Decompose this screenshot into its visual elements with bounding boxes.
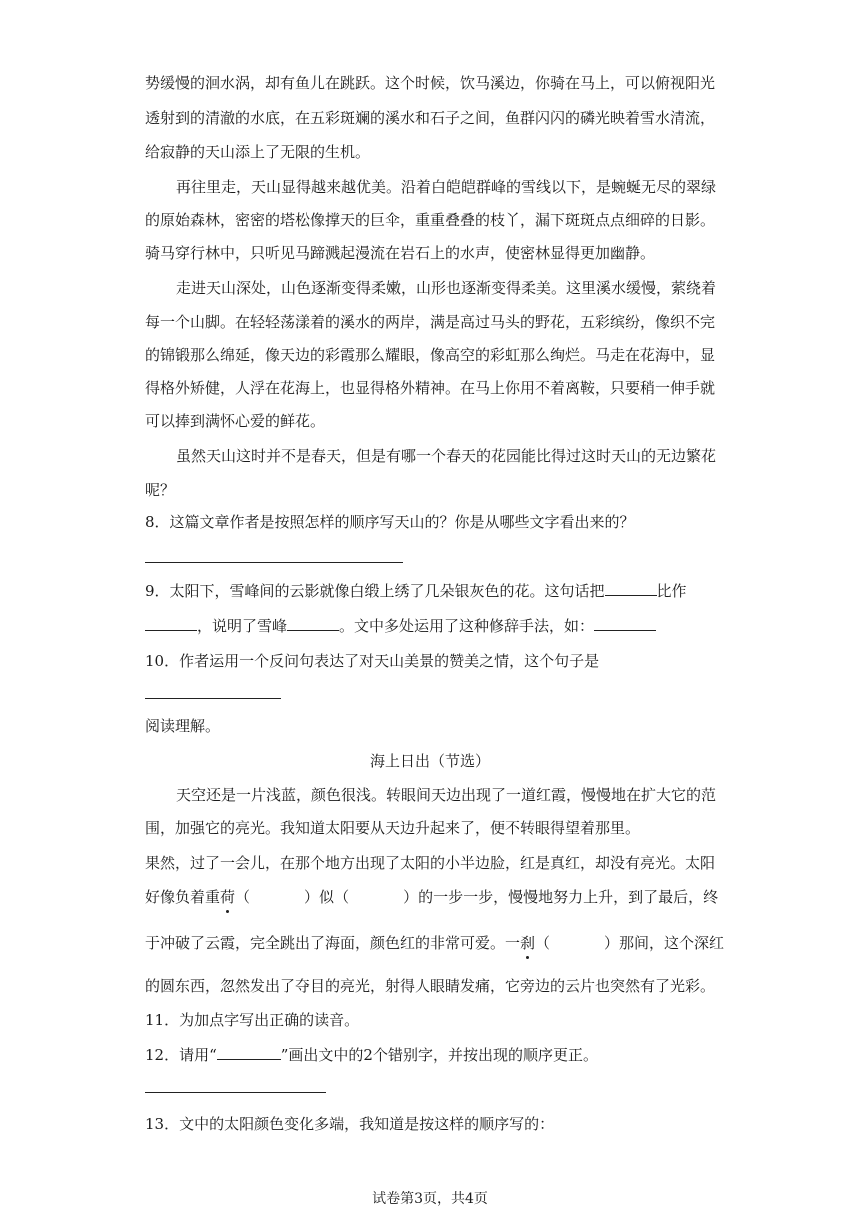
question-9-text: 9．太阳下，雪峰间的云影就像白缎上绣了几朵银灰色的花。这句话把 bbox=[145, 582, 605, 600]
question-9-cont bbox=[145, 616, 656, 636]
paren-open: （ bbox=[334, 888, 350, 906]
answer-blank[interactable] bbox=[594, 616, 656, 631]
underline-sample bbox=[217, 1045, 281, 1060]
passage1-line: 呢？ bbox=[145, 481, 176, 499]
passage2-text: ）似 bbox=[304, 888, 335, 906]
passage2-line: 天空还是一片浅蓝，颜色很浅。转眼间天边出现了一道红霞，慢慢地在扩大它的范 bbox=[176, 786, 717, 804]
page-footer: 试卷第3页，共4页 bbox=[372, 1191, 488, 1207]
question-9 bbox=[145, 581, 687, 601]
question-9-text: 比作 bbox=[656, 582, 687, 600]
answer-line-q8[interactable] bbox=[145, 562, 403, 563]
passage1-line: 再往里走，天山显得越来越优美。沿着白皑皑群峰的雪线以下，是蜿蜒无尽的翠绿 bbox=[176, 178, 717, 196]
passage2-text: 好像负着重 bbox=[145, 888, 221, 906]
question-8: 8．这篇文章作者是按照怎样的顺序写天山的？你是从哪些文字看出来的？ bbox=[145, 513, 635, 531]
dotted-char: 刹 bbox=[520, 934, 536, 952]
passage2-title: 海上日出（节选） bbox=[369, 752, 490, 770]
paren-open: （ bbox=[535, 934, 551, 952]
passage2-text: ）的一步一步，慢慢地努力上升，到了最后，终 bbox=[403, 888, 719, 906]
passage2-line bbox=[145, 887, 718, 907]
question-12-text: 12．请用“ bbox=[145, 1046, 217, 1064]
passage2-line: 的圆东西，忽然发出了夺目的亮光，射得人眼睛发痛，它旁边的云片也突然有了光彩。 bbox=[145, 977, 716, 995]
passage1-line: 虽然天山这时并不是春天，但是有哪一个春天的花园能比得过这时天山的无边繁花 bbox=[176, 447, 717, 465]
answer-line-q10[interactable] bbox=[145, 698, 281, 699]
passage1-line: 的原始森林，密密的塔松像撑天的巨伞，重重叠叠的枝丫，漏下斑斑点点细碎的日影。 bbox=[145, 211, 716, 229]
dotted-char: 荷 bbox=[220, 888, 236, 906]
question-11: 11．为加点字写出正确的读音。 bbox=[145, 1011, 360, 1029]
answer-blank[interactable] bbox=[145, 616, 197, 631]
paren-open: （ bbox=[235, 888, 251, 906]
passage1-line: 势缓慢的洄水涡，却有鱼儿在跳跃。这个时候，饮马溪边，你骑在马上，可以俯视阳光 bbox=[145, 74, 716, 92]
passage2-line: 围，加强它的亮光。我知道太阳要从天边升起来了，便不转眼得望着那里。 bbox=[145, 819, 641, 837]
passage1-line: 得格外矫健，人浮在花海上，也显得格外精神。在马上你用不着离鞍，只要稍一伸手就 bbox=[145, 379, 716, 397]
passage2-text: 于冲破了云霞，完全跳出了海面，颜色红的非常可爱。一 bbox=[145, 934, 521, 952]
passage1-line: 的锦锻那么绵延，像天边的彩霞那么耀眼，像高空的彩虹那么绚烂。马走在花海中，显 bbox=[145, 346, 716, 364]
passage1-line: 透射到的清澈的水底，在五彩斑斓的溪水和石子之间，鱼群闪闪的磷光映着雪水清流， bbox=[145, 109, 716, 127]
passage2-line bbox=[145, 933, 724, 953]
answer-blank[interactable] bbox=[287, 616, 339, 631]
question-9-text: ，说明了雪峰 bbox=[197, 617, 288, 635]
answer-line-q12[interactable] bbox=[145, 1092, 326, 1093]
question-10: 10．作者运用一个反问句表达了对天山美景的赞美之情，这个句子是 bbox=[145, 652, 600, 670]
question-9-text: 。文中多处运用了这种修辞手法，如： bbox=[339, 617, 595, 635]
answer-blank[interactable] bbox=[605, 581, 657, 596]
passage2-text: ）那间，这个深红 bbox=[604, 934, 725, 952]
question-12 bbox=[145, 1045, 598, 1065]
question-12-text: ”画出文中的2个错别字，并按出现的顺序更正。 bbox=[280, 1046, 598, 1064]
passage1-line: 骑马穿行林中，只听见马蹄溅起漫流在岩石上的水声，使密林显得更加幽静。 bbox=[145, 244, 656, 262]
passage1-line: 走进天山深处，山色逐渐变得柔嫩，山形也逐渐变得柔美。这里溪水缓慢，萦绕着 bbox=[176, 279, 717, 297]
passage1-line: 给寂静的天山添上了无限的生机。 bbox=[145, 143, 371, 161]
passage1-line: 每一个山脚。在轻轻荡漾着的溪水的两岸，满是高过马头的野花，五彩缤纷，像织不完 bbox=[145, 313, 716, 331]
passage1-line: 可以捧到满怀心爱的鲜花。 bbox=[145, 412, 326, 430]
section-label: 阅读理解。 bbox=[145, 717, 221, 735]
question-13: 13．文中的太阳颜色变化多端，我知道是按这样的顺序写的： bbox=[145, 1115, 555, 1133]
passage2-line: 果然，过了一会儿，在那个地方出现了太阳的小半边脸，红是真红，却没有亮光。太阳 bbox=[145, 854, 716, 872]
